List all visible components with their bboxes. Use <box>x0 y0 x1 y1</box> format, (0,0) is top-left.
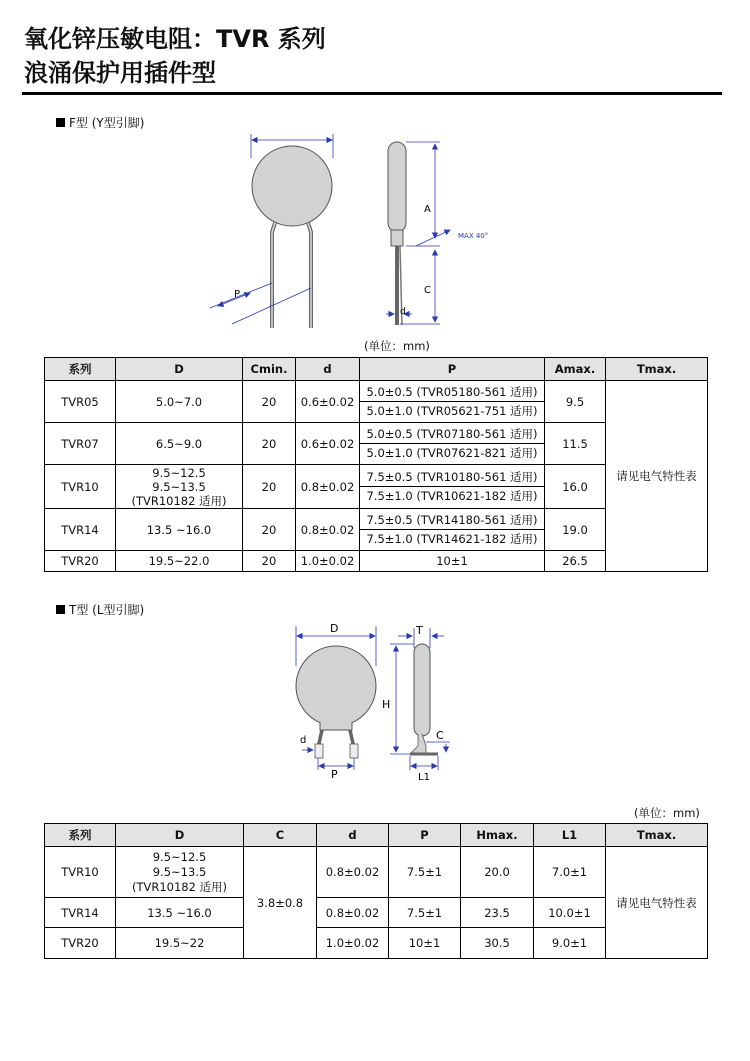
t-cell-hmax: 20.0 <box>461 847 534 898</box>
t-th-p: P <box>389 824 461 847</box>
f-cell-cmin: 20 <box>243 381 296 423</box>
f-cell-amax: 16.0 <box>545 465 606 509</box>
f-disc-body <box>252 146 332 226</box>
f-cell-d: 13.5 ~16.0 <box>116 509 243 551</box>
f-th-amax: Amax. <box>545 358 606 381</box>
f-cell-lead-d: 1.0±0.02 <box>296 551 360 572</box>
f-cell-series: TVR10 <box>45 465 116 509</box>
f-cell-p: 5.0±0.5 (TVR07180-561 适用) 5.0±1.0 (TVR07621-821 适用) <box>360 423 545 465</box>
section-t-heading <box>56 601 144 618</box>
f-label-c: C <box>424 285 431 296</box>
f-cell-series: TVR05 <box>45 381 116 423</box>
f-th-lead-d: d <box>296 358 360 381</box>
f-cell-p: 7.5±0.5 (TVR10180-561 适用) 7.5±1.0 (TVR10621-182 适用) <box>360 465 545 509</box>
t-type-diagram <box>280 618 480 788</box>
t-label-p: P <box>331 768 338 781</box>
t-table-header-row <box>45 824 708 847</box>
t-cell-lead-d: 1.0±0.02 <box>317 928 389 959</box>
t-cell-p: 7.5±1 <box>389 847 461 898</box>
t-cell-series: TVR14 <box>45 898 116 928</box>
f-table-header-row <box>45 358 708 381</box>
t-spec-table <box>44 823 708 959</box>
f-th-cmin: Cmin. <box>243 358 296 381</box>
t-side-body <box>414 644 430 736</box>
t-cell-l1: 9.0±1 <box>534 928 606 959</box>
t-th-series: 系列 <box>45 824 116 847</box>
t-cell-d: 13.5 ~16.0 <box>116 898 244 928</box>
f-cell-cmin: 20 <box>243 551 296 572</box>
t-label-l1: L1 <box>418 772 430 783</box>
f-side-body <box>388 142 406 232</box>
t-th-hmax: Hmax. <box>461 824 534 847</box>
f-cell-cmin: 20 <box>243 423 296 465</box>
f-cell-amax: 19.0 <box>545 509 606 551</box>
f-cell-lead-d: 0.8±0.02 <box>296 509 360 551</box>
t-cell-c-shared: 3.8±0.8 <box>244 847 317 959</box>
f-label-d: d <box>400 307 406 317</box>
f-type-diagram <box>190 128 510 333</box>
t-cell-hmax: 23.5 <box>461 898 534 928</box>
f-spec-table <box>44 357 708 572</box>
t-cell-d: 19.5~22 <box>116 928 244 959</box>
t-disc-body <box>296 646 376 726</box>
f-cell-p: 10±1 <box>360 551 545 572</box>
page-title: 氧化锌压敏电阻：TVR 系列 <box>24 25 326 53</box>
f-cell-series: TVR20 <box>45 551 116 572</box>
f-cell-lead-d: 0.6±0.02 <box>296 423 360 465</box>
f-cell-d: 5.0~7.0 <box>116 381 243 423</box>
t-cell-series: TVR20 <box>45 928 116 959</box>
f-cell-p: 7.5±0.5 (TVR14180-561 适用) 7.5±1.0 (TVR14621-182 适用) <box>360 509 545 551</box>
f-th-series: 系列 <box>45 358 116 381</box>
t-label-c: C <box>436 729 444 742</box>
f-cell-cmin: 20 <box>243 509 296 551</box>
t-label-t: T <box>416 624 423 637</box>
f-th-tmax: Tmax. <box>606 358 708 381</box>
f-cell-d: 9.5~12.5 9.5~13.5 (TVR10182 适用) <box>116 465 243 509</box>
t-cell-l1: 10.0±1 <box>534 898 606 928</box>
page-subtitle: 浪涌保护用插件型 <box>24 59 216 87</box>
t-label-d: d <box>300 735 307 746</box>
section-f-heading <box>56 114 144 131</box>
t-label-h: H <box>382 698 391 711</box>
f-cell-amax: 11.5 <box>545 423 606 465</box>
t-cell-hmax: 30.5 <box>461 928 534 959</box>
t-cell-lead-d: 0.8±0.02 <box>317 898 389 928</box>
f-cell-cmin: 20 <box>243 465 296 509</box>
f-cell-p: 5.0±0.5 (TVR05180-561 适用) 5.0±1.0 (TVR05621-751 适用) <box>360 381 545 423</box>
section-f-unit: (单位：mm) <box>364 339 430 353</box>
t-cell-p: 7.5±1 <box>389 898 461 928</box>
f-th-p: P <box>360 358 545 381</box>
f-cell-tmax-note: 请见电气特性表 <box>606 381 708 572</box>
t-th-c: C <box>244 824 317 847</box>
f-cell-series: TVR07 <box>45 423 116 465</box>
f-label-a: A <box>424 204 431 215</box>
f-cell-amax: 9.5 <box>545 381 606 423</box>
section-t-unit: (单位：mm) <box>634 806 700 820</box>
table-row <box>45 381 708 423</box>
f-th-d: D <box>116 358 243 381</box>
bullet-square-icon <box>56 605 65 614</box>
t-th-d: D <box>116 824 244 847</box>
t-th-l1: L1 <box>534 824 606 847</box>
t-cell-tmax-note: 请见电气特性表 <box>606 847 708 959</box>
f-label-p: P <box>234 289 241 300</box>
table-row <box>45 847 708 898</box>
t-label-d-cap: D <box>330 622 339 635</box>
section-t-heading-text: T型 (L型引脚) <box>69 603 145 617</box>
f-cell-series: TVR14 <box>45 509 116 551</box>
f-cell-lead-d: 0.6±0.02 <box>296 381 360 423</box>
t-cell-p: 10±1 <box>389 928 461 959</box>
f-cell-d: 19.5~22.0 <box>116 551 243 572</box>
t-cell-series: TVR10 <box>45 847 116 898</box>
t-cell-l1: 7.0±1 <box>534 847 606 898</box>
f-cell-lead-d: 0.8±0.02 <box>296 465 360 509</box>
section-f-heading-text: F型 (Y型引脚) <box>69 116 145 130</box>
t-cell-d: 9.5~12.5 9.5~13.5 (TVR10182 适用) <box>116 847 244 898</box>
f-cell-amax: 26.5 <box>545 551 606 572</box>
t-th-lead-d: d <box>317 824 389 847</box>
bullet-square-icon <box>56 118 65 127</box>
title-rule <box>22 92 722 95</box>
f-cell-d: 6.5~9.0 <box>116 423 243 465</box>
t-cell-lead-d: 0.8±0.02 <box>317 847 389 898</box>
f-label-max-angle: MAX 40° <box>458 232 489 240</box>
t-th-tmax: Tmax. <box>606 824 708 847</box>
